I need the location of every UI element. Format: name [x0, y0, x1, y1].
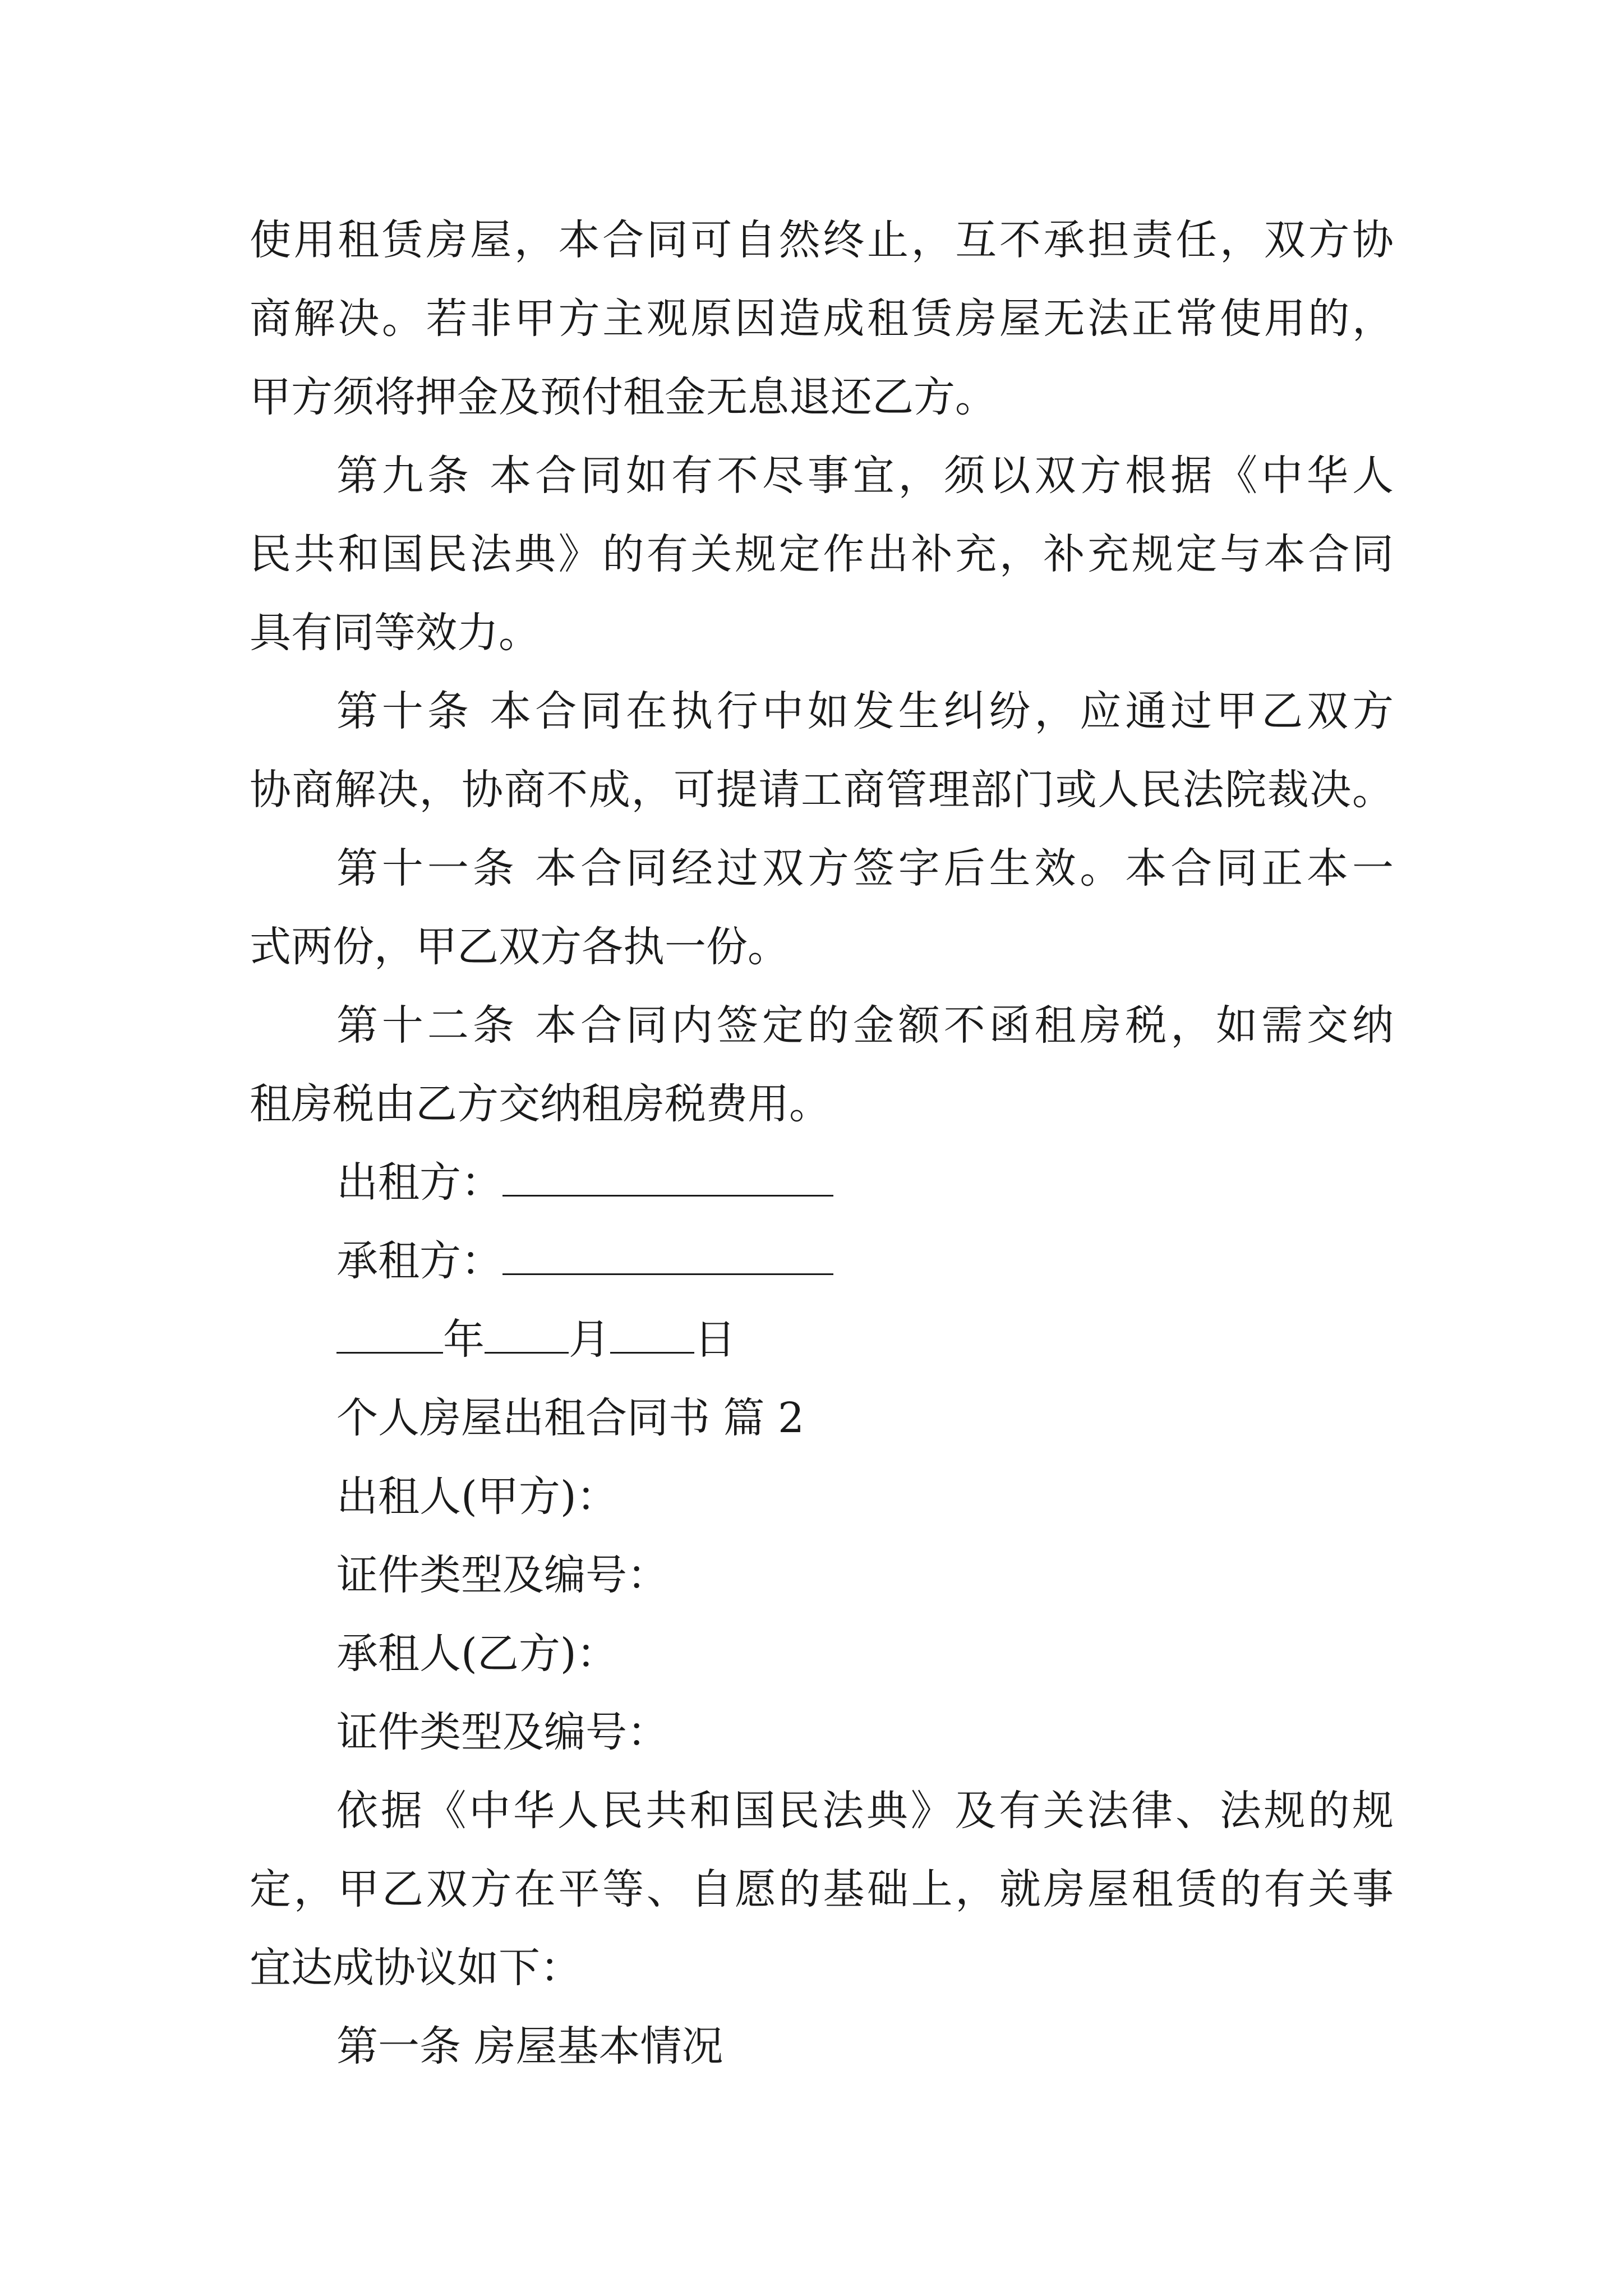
article1-title: 第一条 房屋基本情况 — [336, 2022, 723, 2070]
month-blank — [485, 1318, 569, 1354]
section2-title: 个人房屋出租合同书 篇 2 — [336, 1394, 805, 1442]
lessee-signature-line — [336, 1233, 1481, 1289]
clause11-line-1: 第十一条 本合同经过双方签字后生效。本合同正本一 — [336, 844, 1394, 892]
date-line — [336, 1312, 1481, 1368]
clause12-line-2: 租房税由乙方交纳租房税费用。 — [250, 1080, 831, 1128]
lessor-signature-line — [336, 1154, 1481, 1211]
lessee-signature-blank — [502, 1240, 833, 1275]
clause9-line-3: 具有同等效力。 — [250, 609, 540, 657]
lessor-signature-blank — [502, 1161, 833, 1197]
lessor-label: 出租方： — [336, 1158, 502, 1207]
clause8-line-1: 使用租赁房屋，本合同可自然终止，互不承担责任，双方协 — [250, 216, 1394, 264]
year-label: 年 — [443, 1315, 485, 1364]
party-b-line: 承租人(乙方)： — [336, 1630, 618, 1678]
clause9-line-1: 第九条 本合同如有不尽事宜，须以双方根据《中华人 — [336, 452, 1394, 500]
year-blank — [336, 1318, 443, 1354]
lessee-label: 承租方： — [336, 1237, 502, 1285]
preamble-line-3: 宜达成协议如下： — [250, 1944, 582, 1992]
month-label: 月 — [569, 1315, 610, 1364]
party-b-id-line: 证件类型及编号： — [336, 1708, 668, 1756]
clause12-line-1: 第十二条 本合同内签定的金额不函租房税，如需交纳 — [336, 1001, 1394, 1050]
party-a-line: 出租人(甲方)： — [336, 1473, 618, 1521]
clause10-line-1: 第十条 本合同在执行中如发生纠纷，应通过甲乙双方 — [336, 687, 1394, 735]
clause11-line-2: 式两份，甲乙双方各执一份。 — [250, 923, 789, 971]
clause8-line-3: 甲方须将押金及预付租金无息退还乙方。 — [250, 373, 997, 421]
party-a-id-line: 证件类型及编号： — [336, 1551, 668, 1599]
day-blank — [610, 1318, 694, 1354]
preamble-line-2: 定，甲乙双方在平等、自愿的基础上，就房屋租赁的有关事 — [250, 1865, 1394, 1913]
clause8-line-2: 商解决。若非甲方主观原因造成租赁房屋无法正常使用的， — [250, 295, 1394, 343]
day-label: 日 — [694, 1315, 736, 1364]
clause9-line-2: 民共和国民法典》的有关规定作出补充，补充规定与本合同 — [250, 530, 1394, 578]
preamble-line-1: 依据《中华人民共和国民法典》及有关法律、法规的规 — [336, 1787, 1394, 1835]
clause10-line-2: 协商解决，协商不成，可提请工商管理部门或人民法院裁决。 — [250, 766, 1394, 814]
